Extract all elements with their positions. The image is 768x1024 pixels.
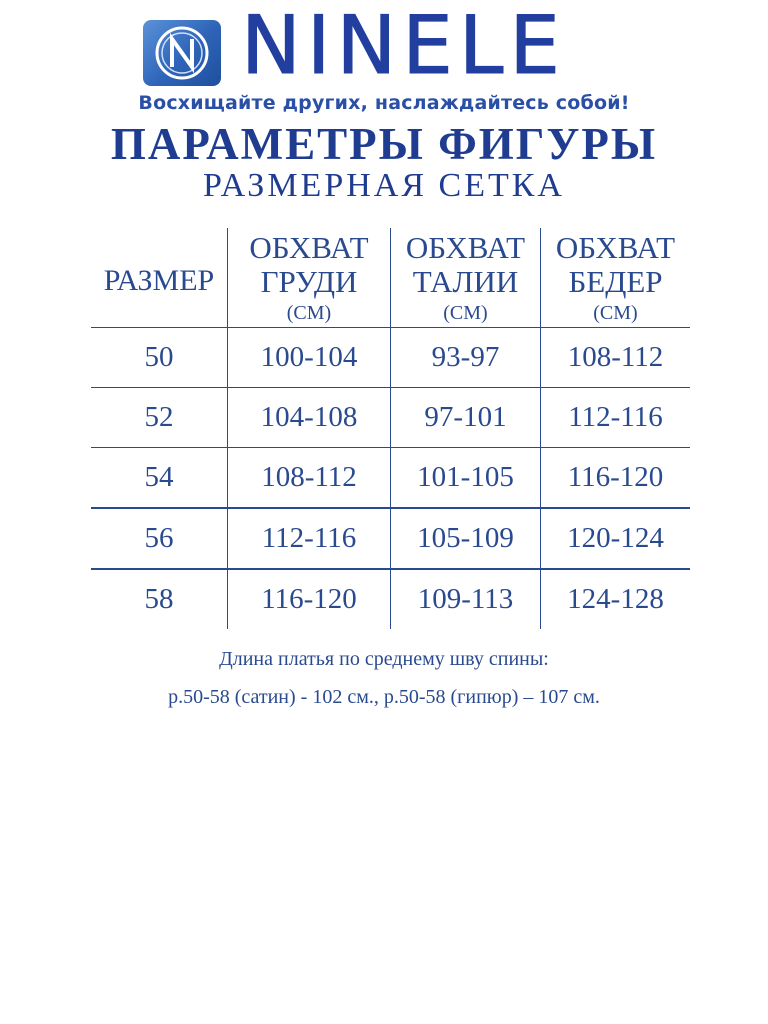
table-row: [91, 447, 690, 507]
cell-hips: 112-116: [568, 401, 663, 433]
logo-emblem-icon: [143, 20, 221, 86]
cell-waist: 93-97: [431, 341, 500, 373]
cell-size: 50: [144, 341, 174, 373]
header-hips-line2: БЕДЕР: [568, 264, 663, 300]
cell-hips: 124-128: [567, 583, 664, 615]
header-size-label: РАЗМЕР: [103, 263, 215, 297]
header-chest-line1: ОБХВАТ: [249, 229, 369, 265]
cell-hips: 116-120: [567, 461, 664, 493]
header-chest-unit: (СМ): [286, 302, 332, 325]
cell-size: 58: [144, 583, 174, 615]
header-chest: [227, 228, 390, 327]
cell-waist: 97-101: [424, 401, 507, 433]
table-header-row: [91, 228, 690, 328]
header-size: [91, 228, 227, 327]
dress-length-note: Длина платья по среднему шву спины:: [219, 648, 549, 670]
brand-slogan: Восхищайте других, наслаждайтесь собой!: [138, 92, 630, 114]
page-subtitle: РАЗМЕРНАЯ СЕТКА: [203, 167, 565, 204]
cell-size: 54: [144, 461, 174, 493]
header-waist-line1: ОБХВАТ: [405, 229, 526, 265]
size-table: [91, 228, 690, 629]
page-title: ПАРАМЕТРЫ ФИГУРЫ: [110, 119, 658, 169]
cell-chest: 104-108: [260, 401, 358, 433]
cell-waist: 101-105: [417, 461, 514, 493]
header-hips-unit: (СМ): [593, 302, 638, 325]
cell-hips: 108-112: [567, 341, 664, 373]
table-row: [91, 507, 690, 568]
cell-chest: 112-116: [261, 522, 357, 554]
header-waist-line2: ТАЛИИ: [412, 264, 519, 300]
table-row: [91, 328, 690, 387]
cell-chest: 108-112: [261, 461, 357, 493]
table-row: [91, 568, 690, 629]
cell-hips: 120-124: [567, 522, 664, 554]
header-hips-line1: ОБХВАТ: [555, 229, 676, 265]
brand-name: NINELE: [241, 0, 566, 92]
brand-logo: [143, 0, 643, 98]
cell-chest: 116-120: [261, 583, 357, 615]
header-waist-unit: (СМ): [443, 302, 488, 325]
header-chest-line2: ГРУДИ: [260, 264, 358, 300]
cell-waist: 105-109: [417, 522, 514, 554]
dress-length-values: р.50-58 (сатин) - 102 см., р.50-58 (гипюр) – 107 см.: [168, 686, 600, 708]
cell-size: 56: [144, 522, 174, 554]
table-row: [91, 387, 690, 447]
cell-waist: 109-113: [417, 583, 514, 615]
cell-size: 52: [144, 401, 174, 433]
header-hips: [540, 228, 690, 327]
cell-chest: 100-104: [260, 341, 358, 373]
header-waist: [390, 228, 540, 327]
logo-n-icon: [143, 20, 221, 86]
